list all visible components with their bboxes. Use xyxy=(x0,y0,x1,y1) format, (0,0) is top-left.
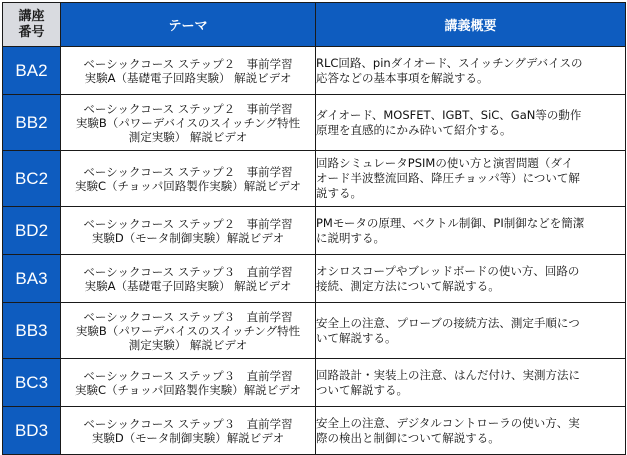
course-code: BD3 xyxy=(3,407,61,455)
description-line: 接続、測定方法について解説する。 xyxy=(316,278,500,293)
table-row xyxy=(3,303,626,359)
course-code: BD2 xyxy=(3,207,61,255)
course-theme xyxy=(61,95,316,151)
table-row xyxy=(3,95,626,151)
course-code: BC3 xyxy=(3,359,61,407)
course-description xyxy=(316,303,626,359)
course-theme xyxy=(61,47,316,95)
description-line: 際の検出と制御について解説する。 xyxy=(316,430,500,445)
theme-line: 実験D（モータ制御実験）解説ビデオ xyxy=(91,230,285,245)
description-line: いて解説する。 xyxy=(316,330,397,345)
description-line: 原理を直感的にかみ砕いて紹介する。 xyxy=(316,122,512,137)
description-line: ついて解説する。 xyxy=(316,382,408,397)
theme-line: 実験B（パワーデバイスのスイッチング特性 xyxy=(75,115,301,130)
theme-line: ベーシックコース ステップ２ 事前学習 xyxy=(83,56,293,71)
description-line: 回路シミュレータPSIMの使い方と演習問題（ダイ xyxy=(316,156,574,170)
course-theme xyxy=(61,151,316,207)
theme-line: ベーシックコース ステップ２ 事前学習 xyxy=(83,101,293,116)
description-line: 安全上の注意、デジタルコントローラの使い方、実 xyxy=(316,415,580,430)
theme-line: ベーシックコース ステップ３ 直前学習 xyxy=(83,309,293,324)
theme-line: 測定実験） 解説ビデオ xyxy=(128,337,248,352)
header-theme: テーマ xyxy=(61,3,316,47)
course-code: BB2 xyxy=(3,95,61,151)
course-description xyxy=(316,207,626,255)
theme-line: 実験D（モータ制御実験）解説ビデオ xyxy=(91,430,285,445)
course-description xyxy=(316,151,626,207)
header-description: 講義概要 xyxy=(316,3,626,47)
theme-line: ベーシックコース ステップ２ 事前学習 xyxy=(83,164,293,179)
table-row xyxy=(3,359,626,407)
table-row xyxy=(3,47,626,95)
table-row xyxy=(3,255,626,303)
course-description xyxy=(316,407,626,455)
description-line: 回路設計・実装上の注意、はんだ付け、実測方法に xyxy=(316,367,581,382)
description-line: 安全上の注意、プローブの接続方法、測定手順につ xyxy=(316,315,580,330)
table-row xyxy=(3,407,626,455)
theme-line: ベーシックコース ステップ３ 直前学習 xyxy=(83,416,293,431)
theme-line: ベーシックコース ステップ３ 直前学習 xyxy=(83,264,293,279)
course-description xyxy=(316,95,626,151)
theme-line: 測定実験） 解説ビデオ xyxy=(128,129,248,144)
header-code-line2: 番号 xyxy=(18,24,45,40)
description-line: ダイオード、MOSFET、IGBT、SiC、GaN等の動作 xyxy=(316,107,582,122)
course-theme xyxy=(61,407,316,455)
course-code: BB3 xyxy=(3,303,61,359)
theme-line: 実験C（チョッパ回路製作実験）解説ビデオ xyxy=(75,382,301,397)
course-description xyxy=(316,255,626,303)
course-code: BA3 xyxy=(3,255,61,303)
table-row xyxy=(3,151,626,207)
course-theme xyxy=(61,207,316,255)
theme-line: 実験C（チョッパ回路製作実験）解説ビデオ xyxy=(75,178,301,193)
header-course-number xyxy=(3,3,61,47)
description-line: 応答などの基本事項を解説する。 xyxy=(316,70,489,85)
course-theme xyxy=(61,359,316,407)
description-line: 説する。 xyxy=(316,186,362,200)
table-header-row xyxy=(3,3,626,47)
description-line: オード半波整流回路、降圧チョッパ等）について解 xyxy=(316,171,580,185)
theme-line: 実験A（基礎電子回路実験） 解説ビデオ xyxy=(84,70,292,85)
course-code: BA2 xyxy=(3,47,61,95)
description-line: オシロスコープやブレッドボードの使い方、回路の xyxy=(316,263,580,278)
theme-line: ベーシックコース ステップ３ 直前学習 xyxy=(83,368,293,383)
table-row xyxy=(3,207,626,255)
theme-line: 実験B（パワーデバイスのスイッチング特性 xyxy=(75,323,301,338)
description-line: PMモータの原理、ベクトル制御、PI制御などを簡潔 xyxy=(316,215,585,230)
course-table xyxy=(2,2,626,455)
course-theme xyxy=(61,255,316,303)
course-code: BC2 xyxy=(3,151,61,207)
header-code-line1: 講座 xyxy=(18,8,45,24)
course-description xyxy=(316,359,626,407)
course-theme xyxy=(61,303,316,359)
course-description xyxy=(316,47,626,95)
description-line: に説明する。 xyxy=(316,230,385,245)
theme-line: ベーシックコース ステップ２ 事前学習 xyxy=(83,216,293,231)
theme-line: 実験A（基礎電子回路実験） 解説ビデオ xyxy=(84,278,292,293)
description-line: RLC回路、pinダイオード、スイッチングデバイスの xyxy=(316,55,583,70)
